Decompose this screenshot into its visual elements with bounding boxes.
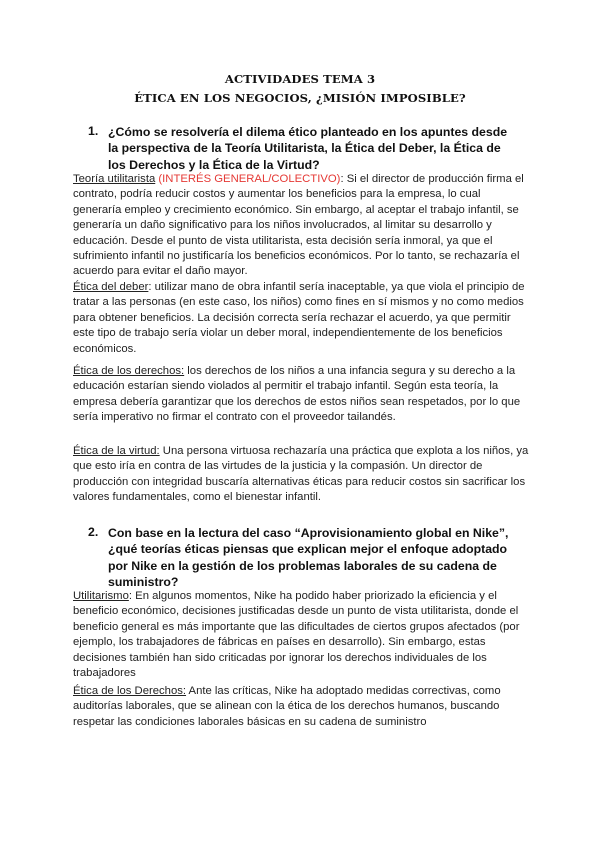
section-heading: Ética de los derechos:	[73, 365, 185, 377]
answer-1-rights	[73, 364, 529, 426]
answer-2-rights	[73, 684, 529, 730]
section-heading: Ética de los Derechos:	[73, 685, 187, 697]
answer-1-virtue	[73, 444, 529, 506]
section-body: utilizar mano de obra infantil sería inaceptable, ya que viola el principio de tratar a las personas (en este caso, los niños) como fines en sí mismos y no como medios para obtener beneficios. La decisión correcta sería rechazar el acuerdo, ya que permitir este tipo de trabajo sería violar un deber moral, independientemente de los beneficios económicos.	[73, 281, 525, 355]
answer-2-utilitarianism	[73, 589, 529, 681]
section-heading: Teoría utilitarista	[73, 173, 156, 185]
answer-1-utilitarian	[73, 172, 529, 280]
section-body: En algunos momentos, Nike ha podido haber priorizado la eficiencia y el beneficio económico, decisiones justificadas desde un punto de vista utilitarista, donde el beneficio general es más importante que las dificultades de ciertos grupos afectados (por ejemplo, los trabajadores de fábricas en países en desarrollo). Sin embargo, estas decisiones también han sido criticadas por ignorar los derechos individuales de los trabajadores	[73, 590, 520, 680]
section-body: Si el director de producción firma el contrato, podría reducir costos y aumentar los beneficios para la empresa, lo cual generaría empleo y crecimiento económico. Sin embargo, al aceptar el trabajo infantil, se generaría un daño significativo para los niños involucrados, al limitar su desarrollo y educación. Desde el punto de vista utilitarista, esta decisión sería inmoral, ya que el sufrimiento infantil no justificaría los beneficios económicos. Por lo tanto, se rechazaría el acuerdo para evitar el daño mayor.	[73, 173, 524, 278]
question-2-number: 2.	[88, 525, 99, 539]
section-heading: Ética de la virtud:	[73, 445, 160, 457]
section-colon: :	[340, 173, 344, 185]
section-colon: :	[128, 590, 133, 602]
question-1-number: 1.	[88, 124, 99, 138]
document-subtitle: ÉTICA EN LOS NEGOCIOS, ¿MISIÓN IMPOSIBLE?	[134, 91, 466, 105]
highlight-text: (INTERÉS GENERAL/COLECTIVO)	[158, 173, 341, 185]
question-2-text: Con base en la lectura del caso “Aprovisionamiento global en Nike”, ¿qué teorías éticas piensas que explican mejor el enfoque adoptado por Nike en la gestión de los problemas laborales de su cadena de suministro?	[108, 526, 509, 589]
question-1-text: ¿Cómo se resolvería el dilema ético planteado en los apuntes desde la perspectiva de la Teoría Utilitarista, la Ética del Deber, la Ética de los Derechos y la Ética de la Virtud?	[108, 125, 508, 172]
section-heading: Ética del deber	[73, 281, 149, 293]
section-body: Una persona virtuosa rechazaría una práctica que explota a los niños, ya que esto iría en contra de las virtudes de la justicia y la compasión. Un director de producción con integridad buscaría alternativas éticas para reducir costos sin sacrificar los valores fundamentales, como el bienestar infantil.	[73, 445, 529, 504]
section-colon: :	[148, 281, 152, 293]
document-title: ACTIVIDADES TEMA 3	[224, 72, 376, 86]
section-heading: Utilitarismo	[73, 590, 129, 602]
section-body: Ante las críticas, Nike ha adoptado medidas correctivas, como auditorías laborales, que se alinean con la ética de los derechos humanos, buscando respetar las condiciones laborales básicas en su cadena de suministro	[73, 685, 501, 728]
answer-1-duty	[73, 280, 529, 357]
section-body: los derechos de los niños a una infancia segura y su derecho a la educación estarían siendo violados al permitir el trabajo infantil. Según esta teoría, la empresa debería garantizar que los derechos de estos niños sean respetados, por lo que sería imperativo no firmar el contrato con el proveedor tailandés.	[73, 365, 521, 424]
